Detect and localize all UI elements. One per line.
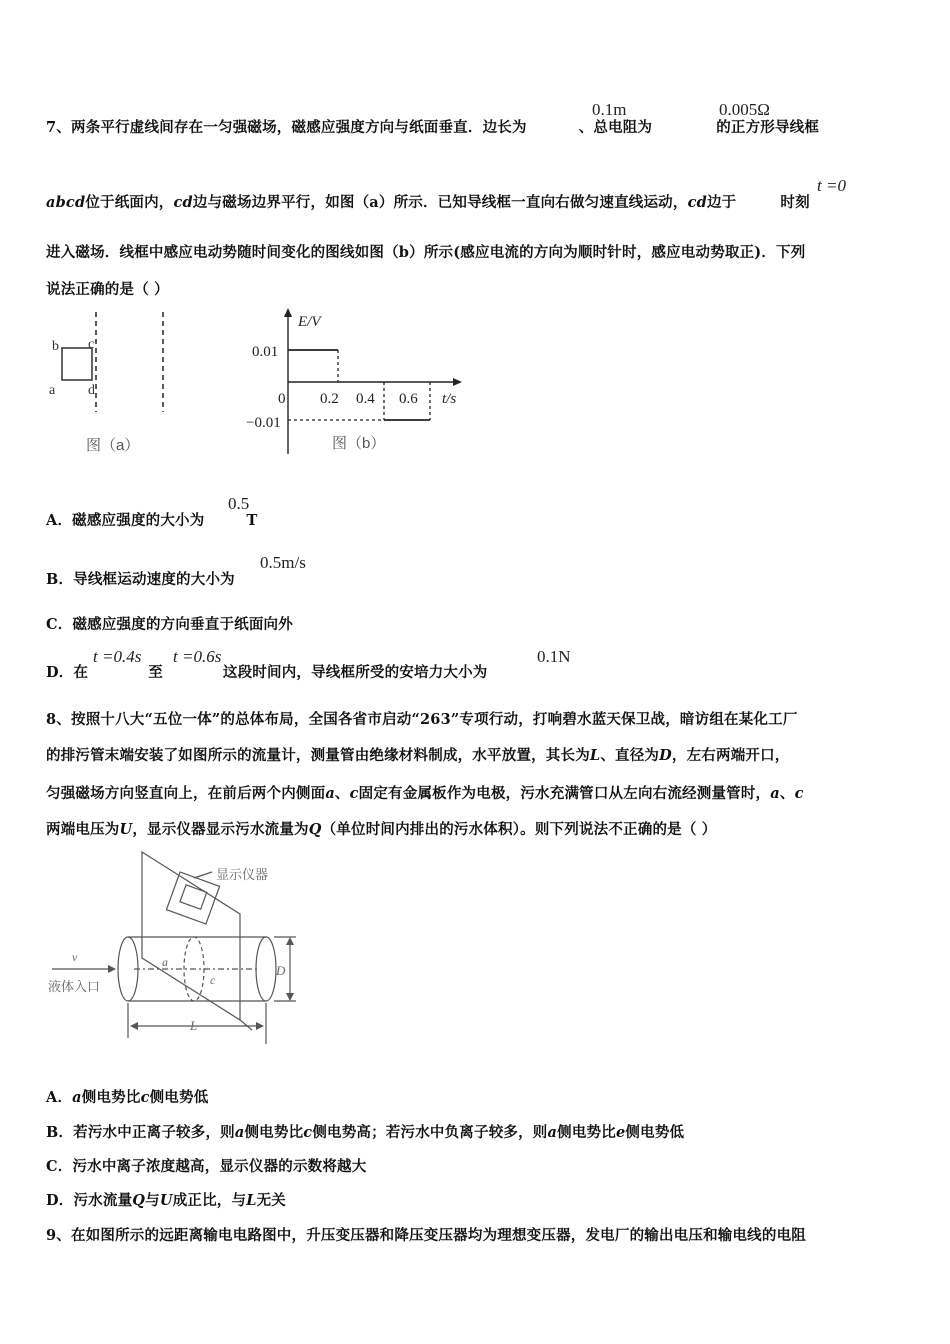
option-text: 与 [145, 1192, 160, 1209]
q8-option-b [46, 1121, 684, 1142]
velocity-label: v [72, 950, 78, 964]
option-text: 侧电势比 [557, 1124, 616, 1141]
q7-text: 7、两条平行虚线间存在一匀强磁场，磁感应强度方向与纸面垂直．边长为 [46, 119, 527, 136]
fig-a-label-a: a [49, 383, 56, 398]
option-symbol: a [547, 1124, 558, 1141]
option-unit: T [246, 512, 258, 529]
q8-line-3 [46, 782, 804, 803]
meter-label: 显示仪器 [216, 867, 269, 882]
option-text: A． [46, 1089, 73, 1106]
option-symbol: c [140, 1089, 150, 1106]
q8-text: 两端电压为 [46, 821, 120, 838]
q7-optD-t1-text: t =0.4s [93, 647, 142, 666]
option-text: 无关 [256, 1192, 286, 1209]
option-text: 成正比，与 [172, 1192, 247, 1209]
q8-option-a [46, 1086, 208, 1107]
length-label: L [190, 1018, 198, 1033]
q8-flowmeter-figure [44, 848, 314, 1052]
wire-frame [62, 348, 92, 380]
fig-b-caption: 图（b） [332, 435, 386, 452]
q7-abcd: abcd [46, 194, 86, 211]
q8-line-1: 8、按照十八大“五位一体”的总体布局，全国各省市启动“263”专项行动，打响碧水蓝天保卫战，暗访组在某化工厂 [46, 711, 798, 728]
fig-a-label-d: d [88, 383, 95, 398]
option-symbol: Q [132, 1192, 146, 1209]
q7-t0-text: t =0 [817, 176, 846, 195]
q7-optD-t2 [173, 647, 221, 667]
option-text: D．污水流量 [46, 1192, 133, 1209]
x-tick-0.2: 0.2 [320, 391, 339, 407]
option-text: 侧电势高；若污水中负离子较多，则 [312, 1124, 548, 1141]
dim-L-arrow-right [256, 1022, 264, 1030]
q7-optD-t2-text: t =0.6s [173, 647, 222, 666]
option-text: D．在 [46, 664, 89, 681]
dim-L-arrow-left [130, 1022, 138, 1030]
q8-text: 的排污管末端安装了如图所示的流量计，测量管由绝缘材料制成，水平放置，其长为 [46, 747, 590, 764]
q7-text: 时刻 [780, 194, 810, 211]
q7-line-1 [46, 116, 819, 137]
q8-D: D [659, 747, 672, 764]
meter-leader-line [194, 872, 212, 878]
q9-line-1: 9、在如图所示的远距离输电电路图中，升压变压器和降压变压器均为理想变压器，发电厂的输出电压和输电线的电阻 [46, 1227, 806, 1244]
option-text: A．磁感应强度的大小为 [46, 512, 205, 529]
fig-a-caption: 图（a） [86, 437, 140, 454]
q8-option-c: C．污水中离子浓度越高，显示仪器的示数将越大 [46, 1158, 367, 1175]
q7-optD-value: 0.1N [537, 647, 571, 666]
q8-L: L [589, 747, 601, 764]
q7-t0 [817, 176, 846, 196]
option-symbol: a [72, 1089, 82, 1106]
fig-a-label-c: c [88, 337, 95, 352]
q7-option-a [46, 509, 257, 530]
q8-text: 、 [779, 785, 795, 802]
electrode-a-label: a [162, 955, 168, 969]
q8-text: 、 [334, 785, 350, 802]
q8-text: （单位时间内排出的污水体积）。则下列说法不正确的是（ ） [321, 821, 717, 838]
q8-text: 、直径为 [600, 747, 660, 764]
y-tick-neg: −0.01 [246, 415, 281, 431]
q8-option-d [46, 1189, 286, 1210]
y-axis-label: E/V [298, 314, 321, 330]
q7-optA-value: 0.5 [228, 494, 250, 513]
option-symbol: L [246, 1192, 257, 1209]
q8-text: 固定有金属板作为电极，污水充满管口从左向右流经测量管时， [358, 785, 771, 802]
option-text: 侧电势比 [244, 1124, 304, 1141]
option-symbol: c [303, 1124, 313, 1141]
option-text: B．若污水中正离子较多，则 [46, 1124, 235, 1141]
dim-D-arrow-bottom [286, 993, 294, 1001]
q7-resistance: 0.005Ω [719, 100, 770, 119]
q8-a: a [325, 785, 335, 802]
option-text: 这段时间内，导线框所受的安培力大小为 [222, 664, 488, 681]
option-symbol: U [159, 1192, 173, 1209]
q7-text: 边于 [706, 194, 737, 211]
x-tick-0.6: 0.6 [399, 391, 418, 407]
option-text: 侧电势低 [149, 1089, 209, 1106]
q8-Q: Q [308, 821, 322, 838]
q8-text: 匀强磁场方向竖直向上，在前后两个内侧面 [46, 785, 326, 802]
option-symbol: e [615, 1124, 626, 1141]
q8-line-4 [46, 818, 717, 839]
q7-optB-value: 0.5m/s [260, 553, 306, 572]
q7-optD-t1 [93, 647, 141, 667]
q7-figure-b [246, 306, 476, 462]
q7-side-length: 0.1m [592, 100, 627, 119]
x-axis-arrow [453, 378, 462, 386]
diameter-label: D [276, 963, 286, 978]
inlet-label: 液体入口 [48, 979, 101, 994]
q7-line-4: 说法正确的是（ ） [46, 281, 169, 298]
flow-arrow-head [108, 965, 116, 973]
option-text: 侧电势低 [625, 1124, 685, 1141]
option-symbol: a [234, 1124, 245, 1141]
q8-c: c [794, 785, 804, 802]
q7-line-2 [46, 191, 810, 212]
display-meter-box [166, 872, 219, 924]
pipe-right-end [256, 937, 276, 1001]
option-text: 侧电势比 [81, 1089, 141, 1106]
q7-line-3: 进入磁场．线框中感应电动势随时间变化的图线如图（b）所示(感应电流的方向为顺时针时，感应电动势取正)．下列 [46, 244, 806, 261]
q8-text: ，左右两端开口， [671, 747, 790, 764]
electrode-c-label: c [210, 973, 216, 987]
q7-option-c: C．磁感应强度的方向垂直于纸面向外 [46, 616, 293, 633]
q7-text: 、总电阻为 [578, 119, 653, 136]
q8-c: c [349, 785, 359, 802]
q7-cd: cd [173, 194, 193, 211]
q7-figure-a [40, 308, 190, 460]
q8-text: ，显示仪器显示污水流量为 [132, 821, 309, 838]
x-tick-0.4: 0.4 [356, 391, 375, 407]
q7-text: 边与磁场边界平行，如图（a）所示．已知导线框一直向右做匀速直线运动， [192, 194, 688, 211]
x-axis-label: t/s [442, 391, 457, 407]
q7-cd: cd [687, 194, 707, 211]
y-axis-arrow [284, 308, 292, 317]
q7-text: 位于纸面内， [85, 194, 174, 211]
origin-label: 0 [278, 391, 286, 407]
plate-leg [240, 1020, 252, 1030]
display-meter-screen [180, 885, 207, 909]
q7-text: 的正方形导线框 [716, 119, 820, 136]
option-text: 至 [148, 664, 163, 681]
dim-D-arrow-top [286, 937, 294, 945]
q7-option-b: B．导线框运动速度的大小为 [46, 571, 235, 588]
q8-line-2 [46, 744, 790, 765]
y-tick-pos: 0.01 [252, 344, 279, 360]
q8-U: U [119, 821, 133, 838]
q8-a: a [770, 785, 780, 802]
fig-a-label-b: b [52, 339, 59, 354]
